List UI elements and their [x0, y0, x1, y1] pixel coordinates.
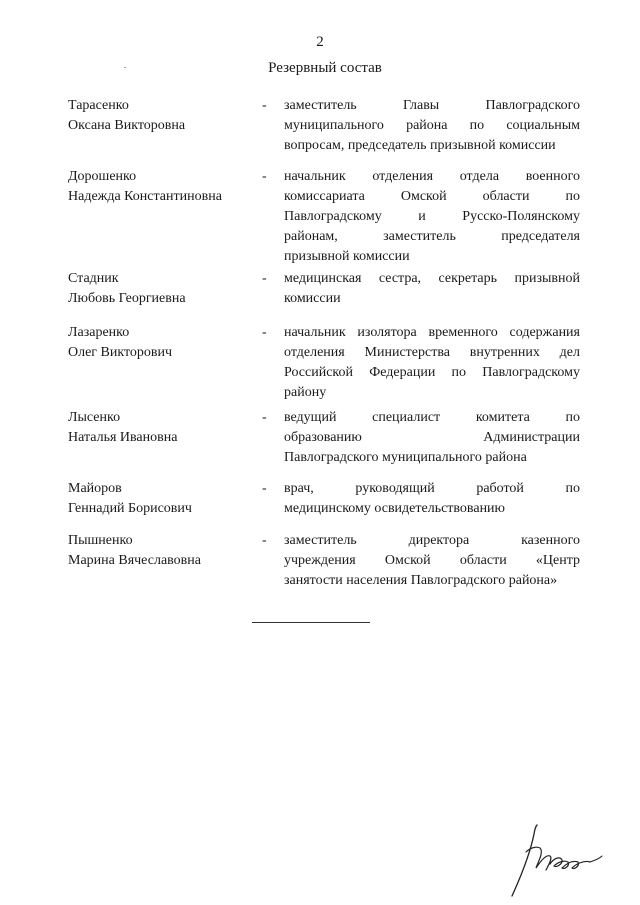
role-line: врач, руководящий работой по	[284, 481, 580, 496]
member-role	[284, 479, 580, 519]
role-line: Павлоградского муниципального района	[284, 450, 527, 465]
role-line: заместитель Главы Павлоградского	[284, 98, 580, 113]
role-line: Павлоградскому и Русско-Полянскому	[284, 209, 580, 224]
role-line: отделения Министерства внутренних дел	[284, 345, 580, 360]
role-line: учреждения Омской области «Центр	[284, 553, 580, 568]
role-line: районам, заместитель председателя	[284, 229, 580, 244]
member-surname: Майоров	[68, 481, 122, 496]
role-line: комиссариата Омской области по	[284, 189, 580, 204]
section-title: Резервный состав	[268, 60, 382, 76]
member-given-names: Олег Викторович	[68, 345, 173, 360]
member-name	[68, 96, 258, 136]
dash-separator: -	[262, 410, 267, 425]
role-line: медицинскому освидетельствованию	[284, 501, 506, 516]
role-line: Российской Федерации по Павлоградскому	[284, 365, 580, 380]
member-surname: Тарасенко	[68, 98, 129, 113]
role-line: образованию Администрации	[284, 430, 580, 445]
role-line: ведущий специалист комитета по	[284, 410, 580, 425]
member-surname: Стадник	[68, 271, 119, 286]
dash-separator: -	[262, 533, 267, 548]
role-line: вопросам, председатель призывной комиссии	[284, 138, 556, 153]
role-line: медицинская сестра, секретарь призывной	[284, 271, 580, 286]
member-role	[284, 96, 580, 156]
role-line: району	[284, 385, 327, 400]
member-given-names: Наталья Ивановна	[68, 430, 178, 445]
member-given-names: Геннадий Борисович	[68, 501, 192, 516]
member-surname: Лазаренко	[68, 325, 130, 340]
member-role	[284, 269, 580, 309]
member-surname: Дорошенко	[68, 169, 137, 184]
role-line: занятости населения Павлоградского района»	[284, 573, 558, 588]
member-role	[284, 408, 580, 468]
member-role	[284, 323, 580, 403]
member-name	[68, 408, 258, 448]
dash-separator: -	[262, 271, 267, 286]
member-surname: Лысенко	[68, 410, 121, 425]
role-line: комиссии	[284, 291, 341, 306]
member-given-names: Любовь Георгиевна	[68, 291, 186, 306]
dash-separator: -	[262, 169, 267, 184]
member-role	[284, 167, 580, 267]
member-name	[68, 323, 258, 363]
role-line: начальник изолятора временного содержания	[284, 325, 580, 340]
role-line: муниципального района по социальным	[284, 118, 580, 133]
role-line: заместитель директора казенного	[284, 533, 580, 548]
member-name	[68, 269, 258, 309]
member-surname: Пышненко	[68, 533, 133, 548]
dash-separator: -	[262, 481, 267, 496]
member-given-names: Оксана Викторовна	[68, 118, 186, 133]
member-role	[284, 531, 580, 591]
member-name	[68, 531, 258, 571]
member-name	[68, 479, 258, 519]
handwritten-signature	[500, 822, 610, 902]
member-given-names: Надежда Константиновна	[68, 189, 222, 204]
end-of-list-rule	[252, 622, 370, 623]
role-line: начальник отделения отдела военного	[284, 169, 580, 184]
member-name	[68, 167, 258, 207]
scan-speck	[124, 67, 126, 68]
role-line: призывной комиссии	[284, 249, 410, 264]
member-given-names: Марина Вячеславовна	[68, 553, 201, 568]
dash-separator: -	[262, 325, 267, 340]
dash-separator: -	[262, 98, 267, 113]
page-number: 2	[316, 34, 324, 50]
